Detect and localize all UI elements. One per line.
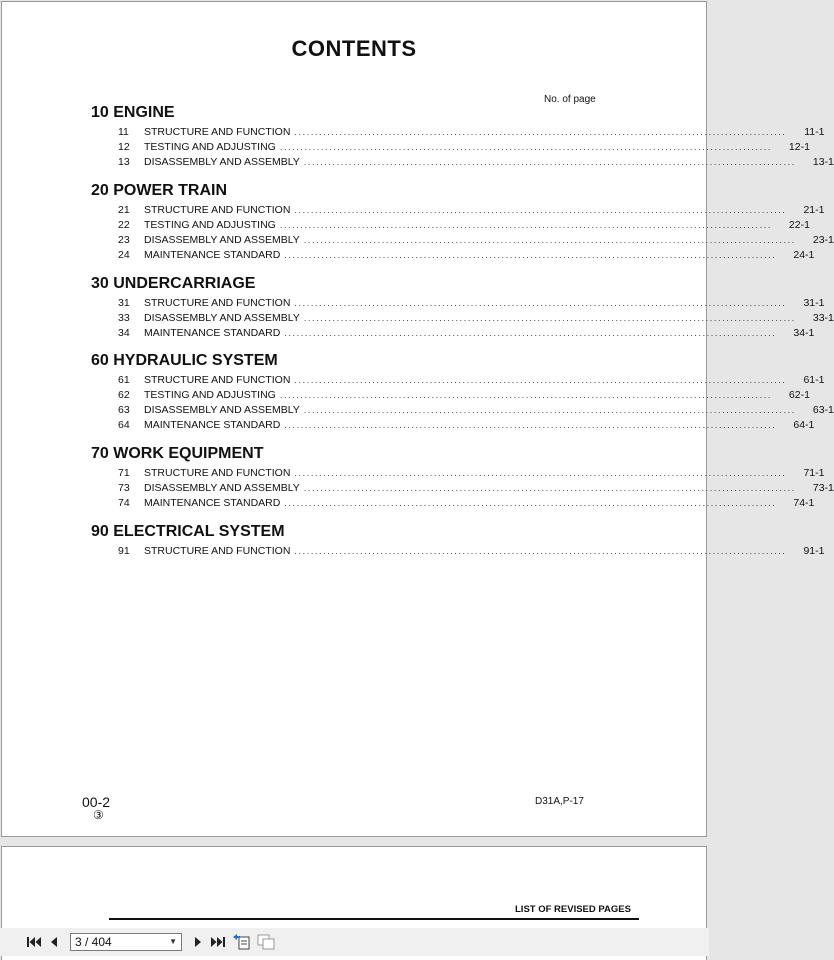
toc-entry-label: DISASSEMBLY AND ASSEMBLY (144, 403, 300, 416)
toc-entry-label: STRUCTURE AND FUNCTION (144, 296, 291, 309)
toc-entry[interactable] (118, 372, 825, 387)
toc-entry-label: STRUCTURE AND FUNCTION (144, 125, 291, 138)
toc-entry[interactable] (118, 124, 825, 139)
toc-entry-page: 91-1 (803, 544, 825, 557)
toc-entry-number: 74 (118, 496, 130, 509)
dot-leader: ........................................................................................................................ (294, 374, 787, 385)
dot-leader: ........................................................................................................................ (303, 404, 796, 415)
toc-entry-page: 73-1 (812, 481, 834, 494)
toc-entry-label: MAINTENANCE STANDARD (144, 326, 281, 339)
toc-entry-page: 24-1 (793, 249, 815, 262)
page-indicator: 3 / 404 (75, 935, 112, 949)
toc-entry-label: TESTING AND ADJUSTING (144, 140, 276, 153)
toc-entry[interactable] (118, 217, 810, 232)
toc-entry-label: STRUCTURE AND FUNCTION (144, 203, 291, 216)
previous-page-icon (49, 936, 59, 948)
footer-page-number: 00-2 (82, 794, 111, 810)
footer-revision-mark: ③ (93, 808, 104, 822)
toc-entry-label: DISASSEMBLY AND ASSEMBLY (144, 233, 300, 246)
toc-entry[interactable] (118, 310, 834, 325)
dot-leader: ........................................................................................................................ (303, 312, 796, 323)
toc-entry-number: 12 (118, 140, 130, 153)
dot-leader: ........................................................................................................................ (294, 126, 787, 137)
document-page (1, 1, 834, 837)
toc-entry[interactable] (118, 465, 825, 480)
page-view-button[interactable] (232, 932, 252, 952)
toc-entry-page: 23-1 (812, 233, 834, 246)
page-view-icon (233, 934, 251, 950)
dot-leader: ........................................................................................................................ (303, 234, 796, 245)
first-page-icon (27, 936, 41, 948)
toc-entry-label: MAINTENANCE STANDARD (144, 496, 281, 509)
toc-entry-page: 22-1 (788, 218, 810, 231)
dot-leader: ........................................................................................................................ (279, 141, 772, 152)
window-button[interactable] (256, 932, 276, 952)
toc-entry-number: 11 (118, 125, 129, 138)
page-number-select[interactable] (70, 933, 182, 951)
toc-entry[interactable] (118, 480, 834, 495)
toc-entry-page: 63-1 (812, 403, 834, 416)
toc-entry-label: STRUCTURE AND FUNCTION (144, 544, 291, 557)
chevron-down-icon: ▼ (169, 937, 177, 946)
toc-entry[interactable] (118, 295, 825, 310)
toc-entry-number: 34 (118, 326, 130, 339)
dot-leader: ........................................................................................................................ (284, 250, 777, 261)
toc-entry[interactable] (118, 202, 825, 217)
toc-entry-number: 63 (118, 403, 130, 416)
navigation-toolbar (0, 928, 709, 956)
toc-entry-number: 33 (118, 311, 130, 324)
dot-leader: ........................................................................................................................ (294, 297, 787, 308)
no-of-page-label: No. of page (544, 94, 596, 105)
toc-entry-page: 33-1 (812, 311, 834, 324)
toc-entry[interactable] (118, 402, 834, 417)
toc-entry-page: 62-1 (788, 388, 810, 401)
next-page-icon (193, 936, 203, 948)
section-title: 70 WORK EQUIPMENT (91, 445, 264, 462)
toc-entry-page: 13-1 (812, 155, 834, 168)
toc-entry-number: 13 (118, 155, 130, 168)
toc-entry-label: STRUCTURE AND FUNCTION (144, 373, 291, 386)
toc-entry-label: DISASSEMBLY AND ASSEMBLY (144, 155, 300, 168)
window-icon (257, 934, 275, 950)
next-page-button[interactable] (188, 932, 208, 952)
toc-entry-number: 31 (118, 296, 130, 309)
toc-entry-number: 23 (118, 233, 130, 246)
toc-entry[interactable] (118, 387, 810, 402)
toc-entry[interactable] (118, 154, 834, 169)
toc-entry[interactable] (118, 543, 825, 558)
toc-entry[interactable] (118, 248, 815, 263)
toc-entry-label: MAINTENANCE STANDARD (144, 419, 281, 432)
section-title: 60 HYDRAULIC SYSTEM (91, 352, 278, 369)
toc-entry-number: 62 (118, 388, 130, 401)
dot-leader: ........................................................................................................................ (303, 482, 796, 493)
toc-entry[interactable] (118, 495, 815, 510)
toc-entry-number: 21 (118, 203, 130, 216)
toc-entry[interactable] (118, 418, 815, 433)
toc-entry-label: STRUCTURE AND FUNCTION (144, 466, 291, 479)
toc-entry-page: 31-1 (803, 296, 825, 309)
toc-entry[interactable] (118, 139, 810, 154)
toc-entry-label: TESTING AND ADJUSTING (144, 218, 276, 231)
toc-entry-label: TESTING AND ADJUSTING (144, 388, 276, 401)
dot-leader: ........................................................................................................................ (279, 389, 772, 400)
revised-pages-heading: LIST OF REVISED PAGES (515, 904, 631, 915)
footer-model-code: D31A,P-17 (535, 796, 584, 807)
toc-entry-label: DISASSEMBLY AND ASSEMBLY (144, 311, 300, 324)
dot-leader: ........................................................................................................................ (294, 467, 787, 478)
toc-entry-page: 34-1 (793, 326, 815, 339)
toc-entry-number: 22 (118, 218, 130, 231)
previous-page-button[interactable] (44, 932, 64, 952)
last-page-icon (211, 936, 225, 948)
toc-entry-number: 24 (118, 249, 130, 262)
toc-entry-number: 73 (118, 481, 130, 494)
dot-leader: ........................................................................................................................ (284, 497, 777, 508)
toc-entry-page: 64-1 (793, 419, 815, 432)
toc-entry-label: DISASSEMBLY AND ASSEMBLY (144, 481, 300, 494)
toc-entry-page: 74-1 (793, 496, 815, 509)
section-title: 10 ENGINE (91, 104, 175, 121)
last-page-button[interactable] (208, 932, 228, 952)
toc-entry-page: 12-1 (788, 140, 810, 153)
first-page-button[interactable] (24, 932, 44, 952)
dot-leader: ........................................................................................................................ (284, 327, 777, 338)
heading-rule (109, 918, 639, 920)
dot-leader: ........................................................................................................................ (284, 420, 777, 431)
dot-leader: ........................................................................................................................ (303, 156, 796, 167)
page-title: CONTENTS (291, 36, 417, 61)
dot-leader: ........................................................................................................................ (294, 545, 787, 556)
toc-entry-number: 64 (118, 419, 130, 432)
dot-leader: ........................................................................................................................ (279, 219, 772, 230)
dot-leader: ........................................................................................................................ (294, 204, 787, 215)
toc-entry[interactable] (118, 232, 834, 247)
toc-entry-page: 61-1 (803, 373, 825, 386)
section-title: 20 POWER TRAIN (91, 182, 228, 199)
toc-entry[interactable] (118, 325, 815, 340)
toc-entry-number: 91 (118, 544, 130, 557)
toc-entry-number: 71 (118, 466, 130, 479)
toc-entry-page: 21-1 (803, 203, 825, 216)
section-title: 30 UNDERCARRIAGE (91, 275, 256, 292)
toc-entry-label: MAINTENANCE STANDARD (144, 249, 281, 262)
toc-entry-page: 11-1 (804, 125, 825, 138)
toc-entry-page: 71-1 (803, 466, 825, 479)
toc-entry-number: 61 (118, 373, 130, 386)
section-title: 90 ELECTRICAL SYSTEM (91, 523, 285, 540)
